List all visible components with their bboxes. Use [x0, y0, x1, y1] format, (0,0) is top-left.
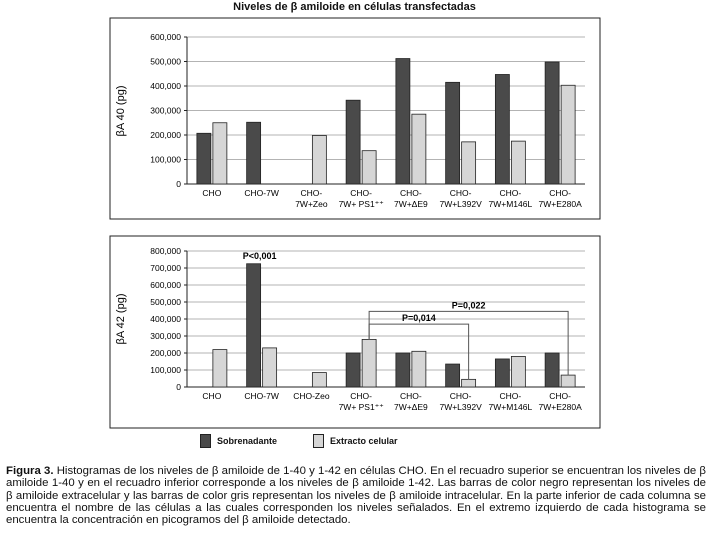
- y-tick-label: 100,000: [150, 365, 181, 375]
- y-tick-label: 0: [176, 179, 181, 189]
- y-tick-label: 800,000: [150, 246, 181, 256]
- y-tick-label: 500,000: [150, 56, 181, 67]
- y-tick-label: 600,000: [150, 280, 181, 290]
- x-tick-label: CHO-: [300, 188, 323, 198]
- x-tick-label: CHO-: [499, 391, 522, 401]
- figure-title: Niveles de β amiloide en células transfectadas: [233, 1, 476, 13]
- y-tick-label: 700,000: [150, 263, 181, 273]
- bar-extracto: [263, 348, 277, 387]
- x-tick-label: CHO-: [549, 188, 571, 198]
- bar-sobrenadante: [197, 133, 211, 184]
- bar-extracto: [412, 114, 426, 184]
- bar-sobrenadante: [396, 59, 410, 184]
- y-tick-label: 100,000: [150, 154, 181, 165]
- x-tick-label: 7W+L392V: [439, 402, 482, 412]
- legend-item-extracto: [313, 434, 398, 448]
- x-tick-label: 7W+M146L: [488, 402, 533, 412]
- bar-sobrenadante: [346, 100, 360, 184]
- x-tick-label: CHO-7W: [244, 391, 279, 401]
- y-axis-label: βA 40 (pg): [115, 85, 127, 137]
- x-tick-label: CHO-: [400, 188, 422, 198]
- y-tick-label: 500,000: [150, 297, 181, 307]
- bar-sobrenadante: [446, 364, 460, 387]
- x-tick-label: CHO: [202, 391, 222, 401]
- bar-extracto: [462, 142, 476, 184]
- x-tick-label: CHO-: [549, 391, 571, 401]
- x-tick-label: 7W+ PS1⁺⁺: [338, 199, 384, 209]
- bar-sobrenadante: [396, 353, 410, 387]
- annotation-pvalue: P=0,014: [401, 313, 436, 324]
- x-tick-label: CHO-: [350, 391, 372, 401]
- y-tick-label: 600,000: [150, 32, 181, 42]
- y-tick-label: 400,000: [150, 314, 181, 324]
- bar-sobrenadante: [495, 74, 509, 184]
- x-tick-label: CHO-: [350, 188, 372, 198]
- x-tick-label: CHO-: [499, 188, 522, 198]
- y-tick-label: 300,000: [150, 331, 181, 341]
- x-tick-label: 7W+ΔE9: [393, 402, 428, 412]
- caption-text: Histogramas de los niveles de β amiloide de 1-40 y 1-42 en células CHO. En el recuadro superior se encuentran los niveles de β amiloide 1-40 y en el recuadro inferior corresponde a los niveles de β amiloide 1-42. Las barras de color negro representan los niveles de β amiloide extracelular y las barras de color gris representan los niveles de β amiloide intracelular. En la parte inferior de cada columna se encuentra el nombre de las células a las cuales corresponden los niveles señalados. En el extremo izquierdo de cada histograma se encuentra la concentración en picogramos del β amiloide detectado.: [6, 465, 706, 527]
- bar-sobrenadante: [545, 62, 559, 184]
- bar-extracto: [362, 339, 376, 387]
- x-tick-label: 7W+ΔE9: [393, 199, 428, 209]
- legend-swatch-sobrenadante: [200, 434, 211, 448]
- y-axis-label: βA 42 (pg): [115, 293, 127, 345]
- x-tick-label: 7W+Zeo: [295, 199, 328, 209]
- bar-extracto: [511, 141, 525, 184]
- annotation-pvalue: P=0,022: [451, 300, 486, 311]
- bar-sobrenadante: [545, 353, 559, 387]
- legend-item-sobrenadante: [200, 434, 277, 448]
- bar-extracto: [511, 356, 525, 387]
- legend-swatch-extracto: [313, 434, 324, 448]
- y-tick-label: 400,000: [150, 81, 181, 91]
- x-tick-label: 7W+L392V: [439, 199, 482, 209]
- bar-extracto: [213, 123, 227, 184]
- legend-label-extracto: Extracto celular: [330, 436, 398, 446]
- bar-extracto: [213, 350, 227, 387]
- x-tick-label: CHO-Zeo: [293, 391, 330, 401]
- annotation-pvalue: P<0,001: [242, 250, 277, 261]
- caption-label: Figura 3.: [6, 465, 54, 477]
- bar-sobrenadante: [495, 359, 509, 387]
- x-tick-label: CHO-7W: [244, 188, 279, 198]
- bar-extracto: [312, 373, 326, 387]
- bar-sobrenadante: [346, 353, 360, 387]
- bar-sobrenadante: [247, 122, 261, 184]
- bar-extracto: [462, 379, 476, 387]
- chart-panel-1: [110, 18, 600, 219]
- x-tick-label: CHO-: [400, 391, 422, 401]
- legend-label-sobrenadante: Sobrenadante: [217, 436, 278, 446]
- bar-extracto: [362, 151, 376, 184]
- y-tick-label: 200,000: [150, 130, 181, 140]
- bar-extracto: [561, 375, 575, 387]
- bar-extracto: [312, 135, 326, 184]
- bar-extracto: [412, 351, 426, 387]
- y-tick-label: 200,000: [150, 348, 181, 358]
- y-tick-label: 300,000: [150, 105, 181, 116]
- bar-sobrenadante: [247, 264, 261, 387]
- x-tick-label: 7W+E280A: [538, 199, 582, 209]
- x-tick-label: 7W+M146L: [488, 199, 533, 209]
- x-tick-label: 7W+E280A: [538, 402, 582, 412]
- x-tick-label: CHO-: [449, 391, 472, 401]
- bar-sobrenadante: [446, 82, 460, 184]
- y-tick-label: 0: [176, 382, 181, 392]
- x-tick-label: 7W+ PS1⁺⁺: [338, 402, 384, 412]
- x-tick-label: CHO: [202, 188, 222, 198]
- chart-panel-2: [110, 236, 600, 428]
- figure-caption: [6, 465, 706, 526]
- bar-extracto: [561, 85, 575, 184]
- x-tick-label: CHO-: [449, 188, 472, 198]
